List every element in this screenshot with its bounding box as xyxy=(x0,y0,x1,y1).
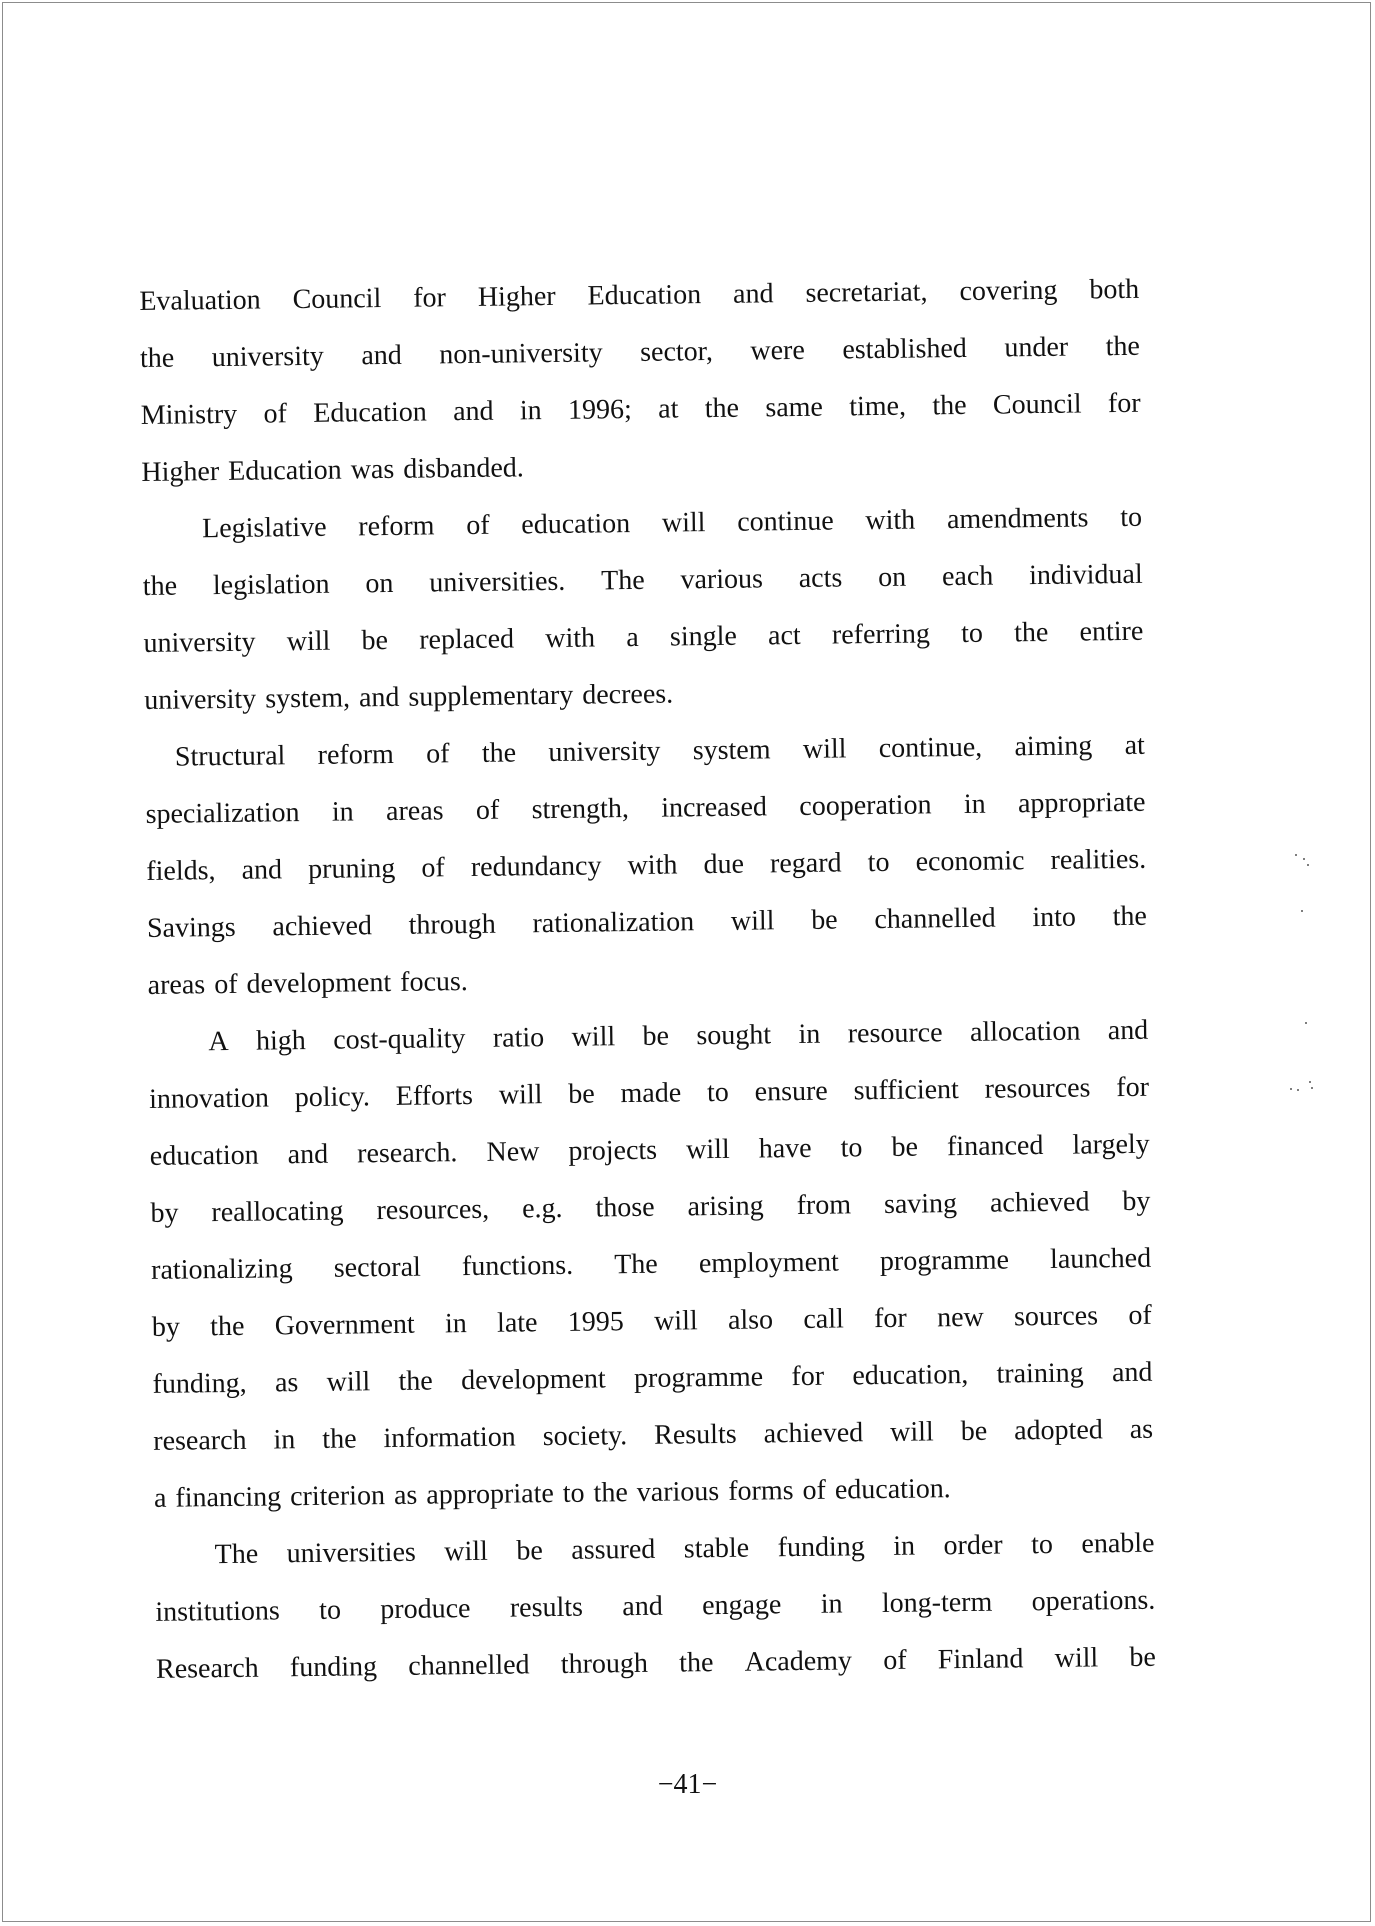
scan-speck xyxy=(1309,1081,1311,1083)
scan-speck xyxy=(1311,1087,1313,1089)
text-line: funding, as will the development programme for education, training and xyxy=(152,1356,1153,1400)
text-line: institutions to produce results and engage in long-term operations. xyxy=(155,1584,1156,1628)
text-line: areas of development focus. xyxy=(147,966,468,1001)
text-line: A high cost-quality ratio will be sought in resource allocation and xyxy=(208,1014,1149,1058)
text-line: The universities will be assured stable funding in order to enable xyxy=(214,1527,1155,1571)
text-line: Higher Education was disbanded. xyxy=(141,452,524,488)
paragraph xyxy=(148,1002,1154,1527)
text-line: education and research. New projects will have to be financed largely xyxy=(149,1128,1150,1172)
scan-speck xyxy=(1301,910,1303,912)
body-text xyxy=(139,261,1156,1698)
text-line: university will be replaced with a single act referring to the entire xyxy=(143,615,1144,659)
scan-speck xyxy=(1295,854,1297,856)
text-line: research in the information society. Results achieved will be adopted as xyxy=(153,1413,1154,1457)
scan-speck xyxy=(1297,1089,1299,1091)
text-line: a financing criterion as appropriate to the various forms of education. xyxy=(153,1473,951,1514)
paragraph xyxy=(145,717,1148,1014)
page-number: −41− xyxy=(657,1769,718,1800)
text-line: fields, and pruning of redundancy with due regard to economic realities. xyxy=(146,843,1147,887)
document-page xyxy=(2,2,1371,1922)
text-line: the legislation on universities. The various acts on each individual xyxy=(142,558,1143,602)
text-line: Structural reform of the university system will continue, aiming at xyxy=(174,729,1146,773)
scan-speck xyxy=(1303,858,1305,860)
text-line: Ministry of Education and in 1996; at the same time, the Council for xyxy=(140,387,1141,431)
scan-speck xyxy=(1290,1088,1292,1090)
text-line: rationalizing sectoral functions. The employment programme launched xyxy=(150,1242,1152,1286)
text-line: Savings achieved through rationalization will be channelled into the xyxy=(146,900,1148,944)
text-line: innovation policy. Efforts will be made to ensure sufficient resources for xyxy=(148,1071,1150,1115)
paragraph xyxy=(139,261,1142,501)
text-line: by reallocating resources, e.g. those arising from saving achieved by xyxy=(150,1185,1151,1229)
text-line: Evaluation Council for Higher Education and secretariat, covering both xyxy=(139,273,1140,317)
text-line: Legislative reform of education will continue with amendments to xyxy=(201,501,1143,545)
text-line: Research funding channelled through the Academy of Finland will be xyxy=(155,1641,1157,1685)
paragraph xyxy=(154,1515,1156,1698)
text-line: the university and non-university sector, were established under the xyxy=(139,330,1141,374)
text-line: university system, and supplementary decrees. xyxy=(144,678,674,716)
scan-speck xyxy=(1305,1022,1307,1024)
text-line: by the Government in late 1995 will also call for new sources of xyxy=(151,1299,1152,1343)
text-line: specialization in areas of strength, increased cooperation in appropriate xyxy=(145,786,1146,830)
scan-speck xyxy=(1307,864,1309,866)
paragraph xyxy=(142,489,1145,729)
